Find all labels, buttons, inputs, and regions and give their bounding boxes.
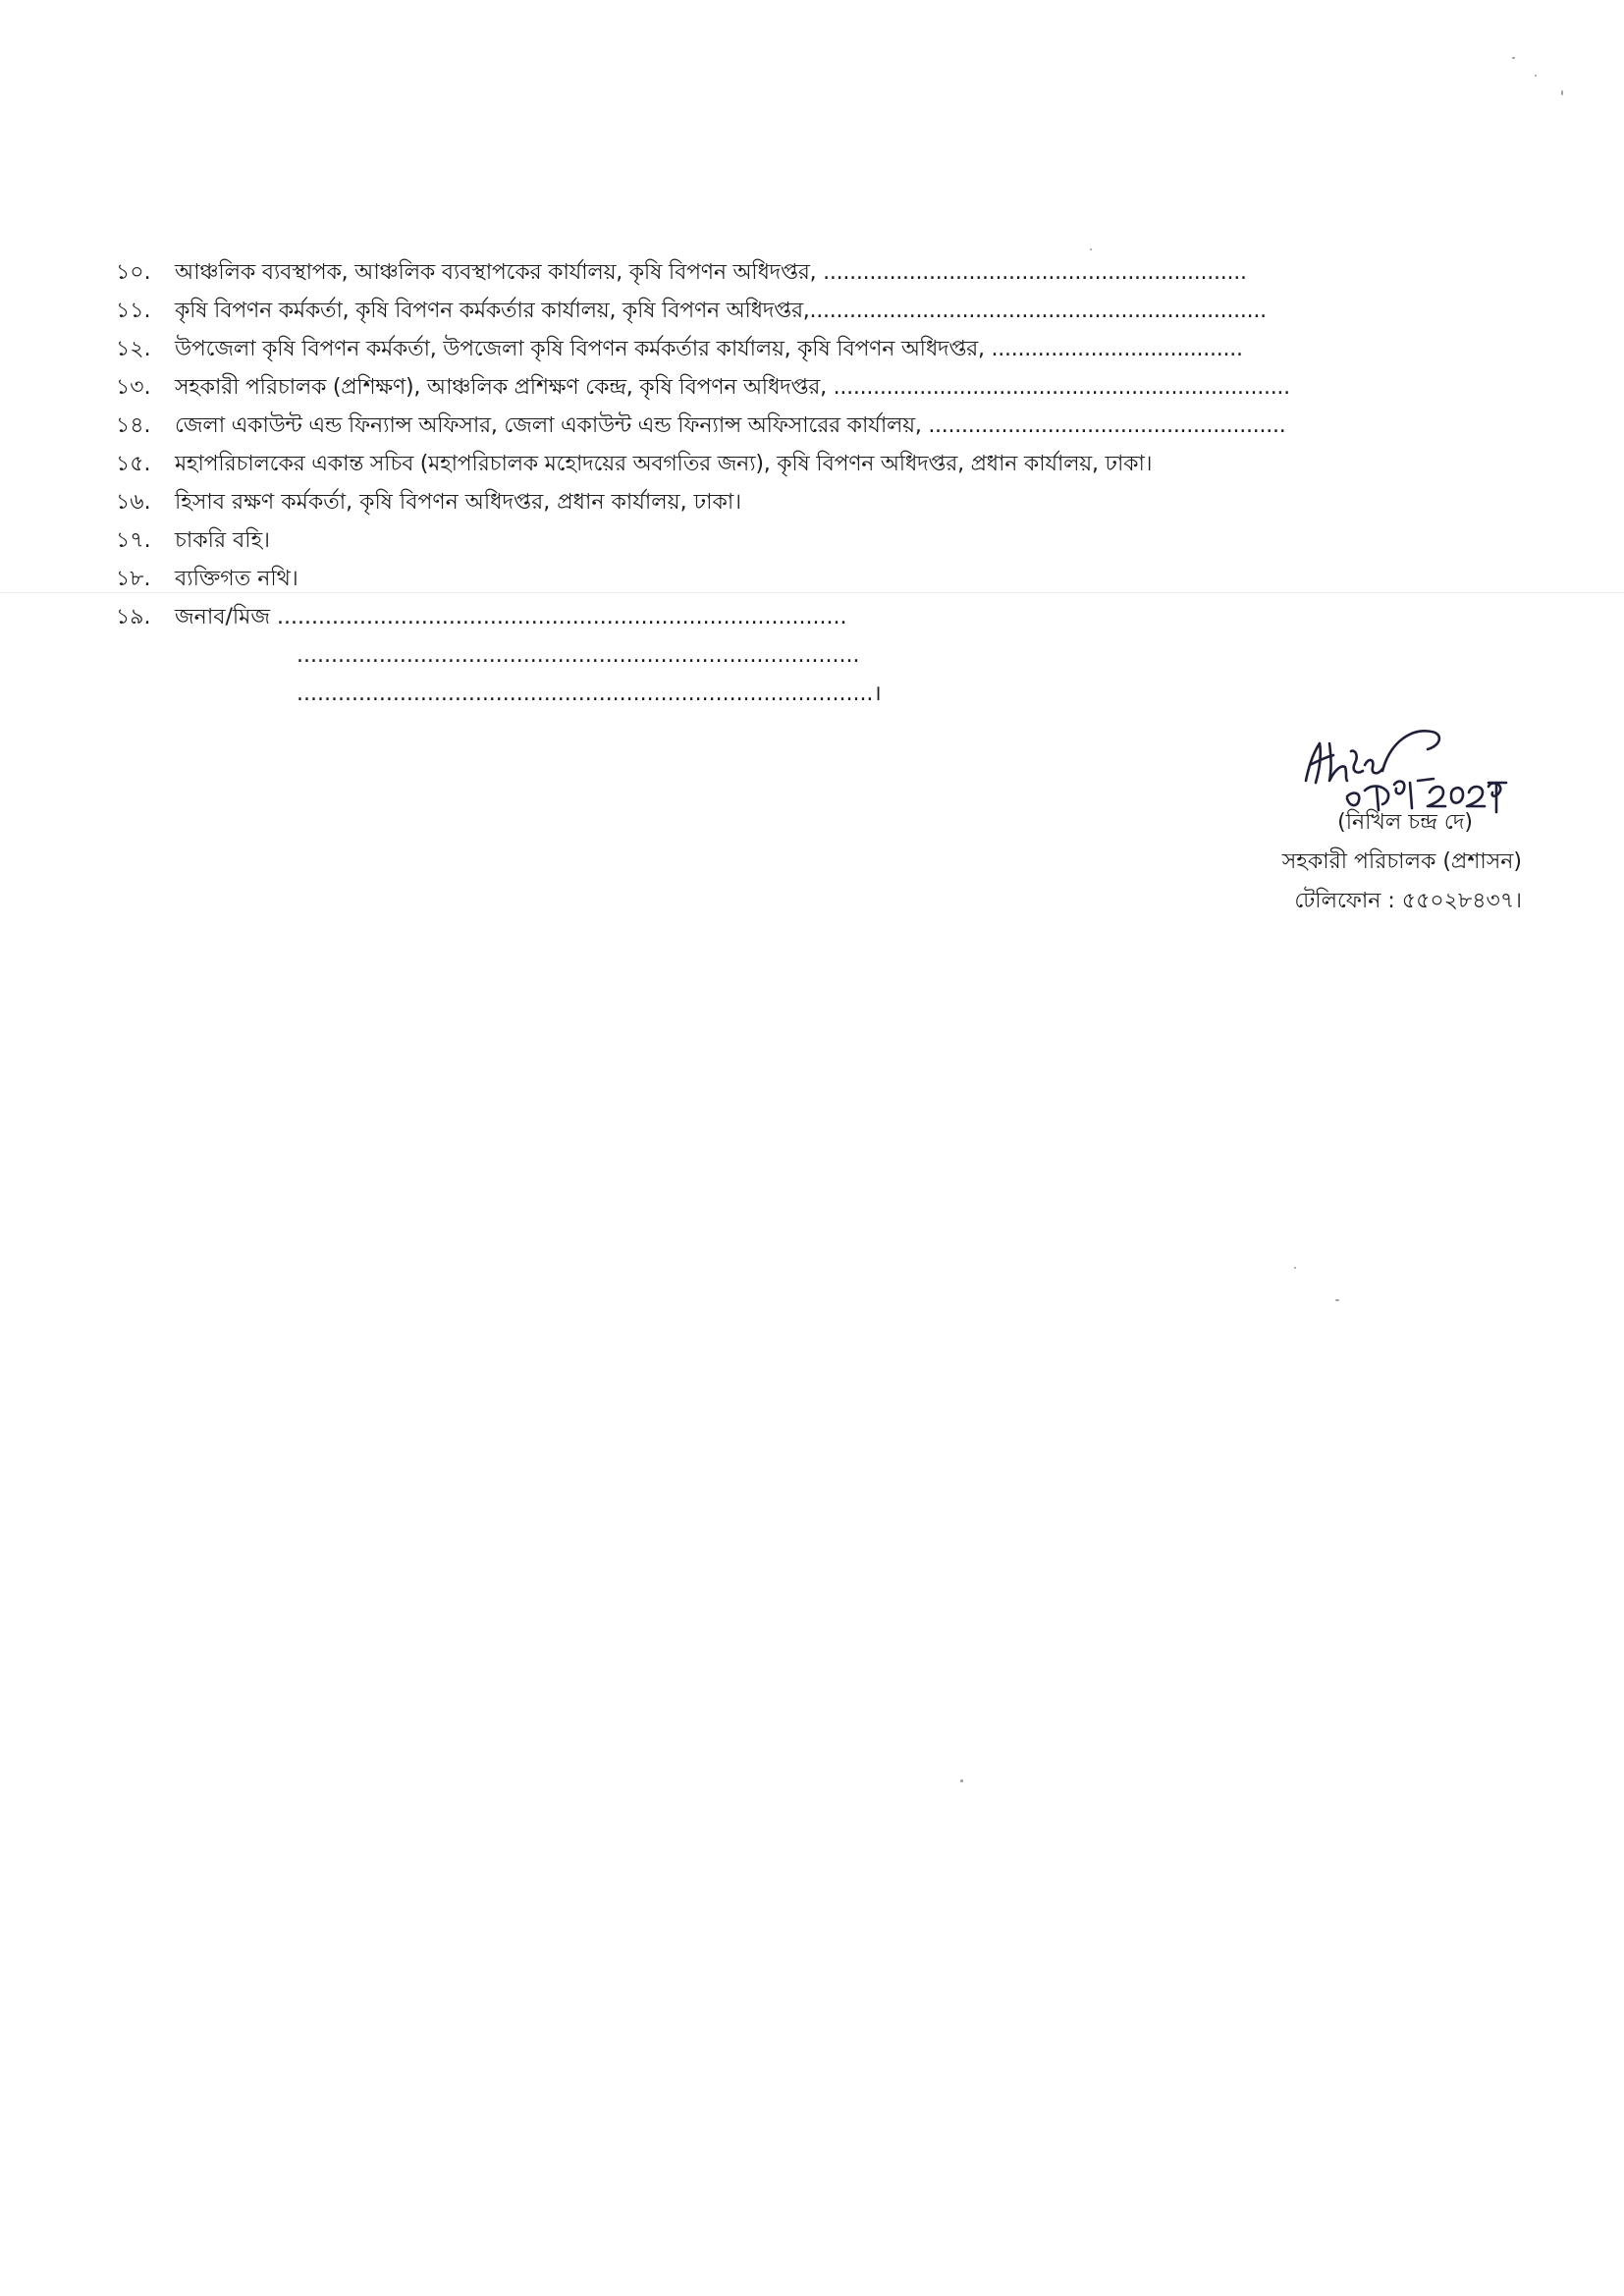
list-item-text: ব্যক্তিগত নথি।: [175, 567, 298, 591]
list-item-text: মহাপরিচালকের একান্ত সচিব (মহাপরিচালক মহোদয়ের অবগতির জন্য), কৃষি বিপণন অধিদপ্তর, প্রধান কার্যালয়, ঢাকা।: [175, 452, 1153, 476]
list-item-number: ১৬.: [116, 490, 151, 515]
scan-speck: [1090, 248, 1092, 250]
list-item-number: ১২.: [116, 337, 151, 361]
list-item-number: ১৮.: [116, 567, 151, 591]
signatory-block: [1129, 803, 1522, 921]
list-item-number: ১০.: [116, 260, 151, 285]
scan-speck: [1335, 1299, 1339, 1301]
list-item: [116, 445, 1490, 483]
list-item-text: কৃষি বিপণন কর্মকর্তা, কৃষি বিপণন কর্মকর্তার কার্যালয়, কৃষি বিপণন অধিদপ্তর,.....................................................................: [175, 299, 1267, 323]
list-item: [116, 598, 1490, 636]
list-item: [116, 330, 1490, 368]
list-item-text: জনাব/মিজ ...................................................................................: [175, 605, 847, 629]
signatory-name: (নিখিল চন্দ্র দে): [1337, 810, 1473, 835]
list-item: [116, 253, 1490, 292]
list-item-text: হিসাব রক্ষণ কর্মকর্তা, কৃষি বিপণন অধিদপ্তর, প্রধান কার্যালয়, ঢাকা।: [175, 490, 742, 515]
list-item-number: ১৩.: [116, 375, 151, 400]
list-item-text: জেলা একাউন্ট এন্ড ফিন্যান্স অফিসার, জেলা একাউন্ট এন্ড ফিন্যান্স অফিসারের কার্যালয়, ......................................................: [175, 413, 1286, 438]
list-item-text: উপজেলা কৃষি বিপণন কর্মকর্তা, উপজেলা কৃষি বিপণন কর্মকর্তার কার্যালয়, কৃষি বিপণন অধিদপ্তর, ......................................: [175, 337, 1243, 361]
list-item: [116, 521, 1490, 560]
list-item: [116, 483, 1490, 521]
signatory-designation: সহকারী পরিচালক (প্রশাসন): [1281, 849, 1522, 874]
handwritten-signature: [1296, 722, 1522, 815]
list-item-text: সহকারী পরিচালক (প্রশিক্ষণ), আঞ্চলিক প্রশিক্ষণ কেন্দ্র, কৃষি বিপণন অধিদপ্তর, .....................................................................: [175, 375, 1290, 400]
blank-fill-text: ....................................................................................।: [297, 682, 882, 706]
list-item-number: ১৪.: [116, 413, 151, 438]
scan-speck: [1561, 90, 1563, 95]
list-item-number: ১১.: [116, 299, 151, 323]
list-item: [116, 292, 1490, 330]
list-item: [116, 560, 1490, 598]
scan-speck: [1535, 75, 1537, 77]
list-item-number: ১৭.: [116, 528, 151, 553]
list-item: [116, 407, 1490, 445]
signatory-phone: টেলিফোন : ৫৫০২৮৪৩৭।: [1294, 889, 1522, 913]
blank-fill-line: [116, 675, 1490, 713]
list-item-text: চাকরি বহি।: [175, 528, 270, 553]
scan-speck: [1512, 57, 1515, 59]
list-item-text: আঞ্চলিক ব্যবস্থাপক, আঞ্চলিক ব্যবস্থাপকের কার্যালয়, কৃষি বিপণন অধিদপ্তর, ................................................................: [175, 260, 1247, 285]
list-item-number: ১৫.: [116, 452, 151, 476]
list-item-number: ১৯.: [116, 605, 151, 629]
blank-fill-text: ..................................................................................: [297, 643, 860, 668]
scan-speck: [1294, 1267, 1296, 1269]
distribution-list: [116, 253, 1490, 713]
scan-speck: [960, 1779, 963, 1782]
blank-fill-line: [116, 636, 1490, 675]
list-item: [116, 368, 1490, 407]
